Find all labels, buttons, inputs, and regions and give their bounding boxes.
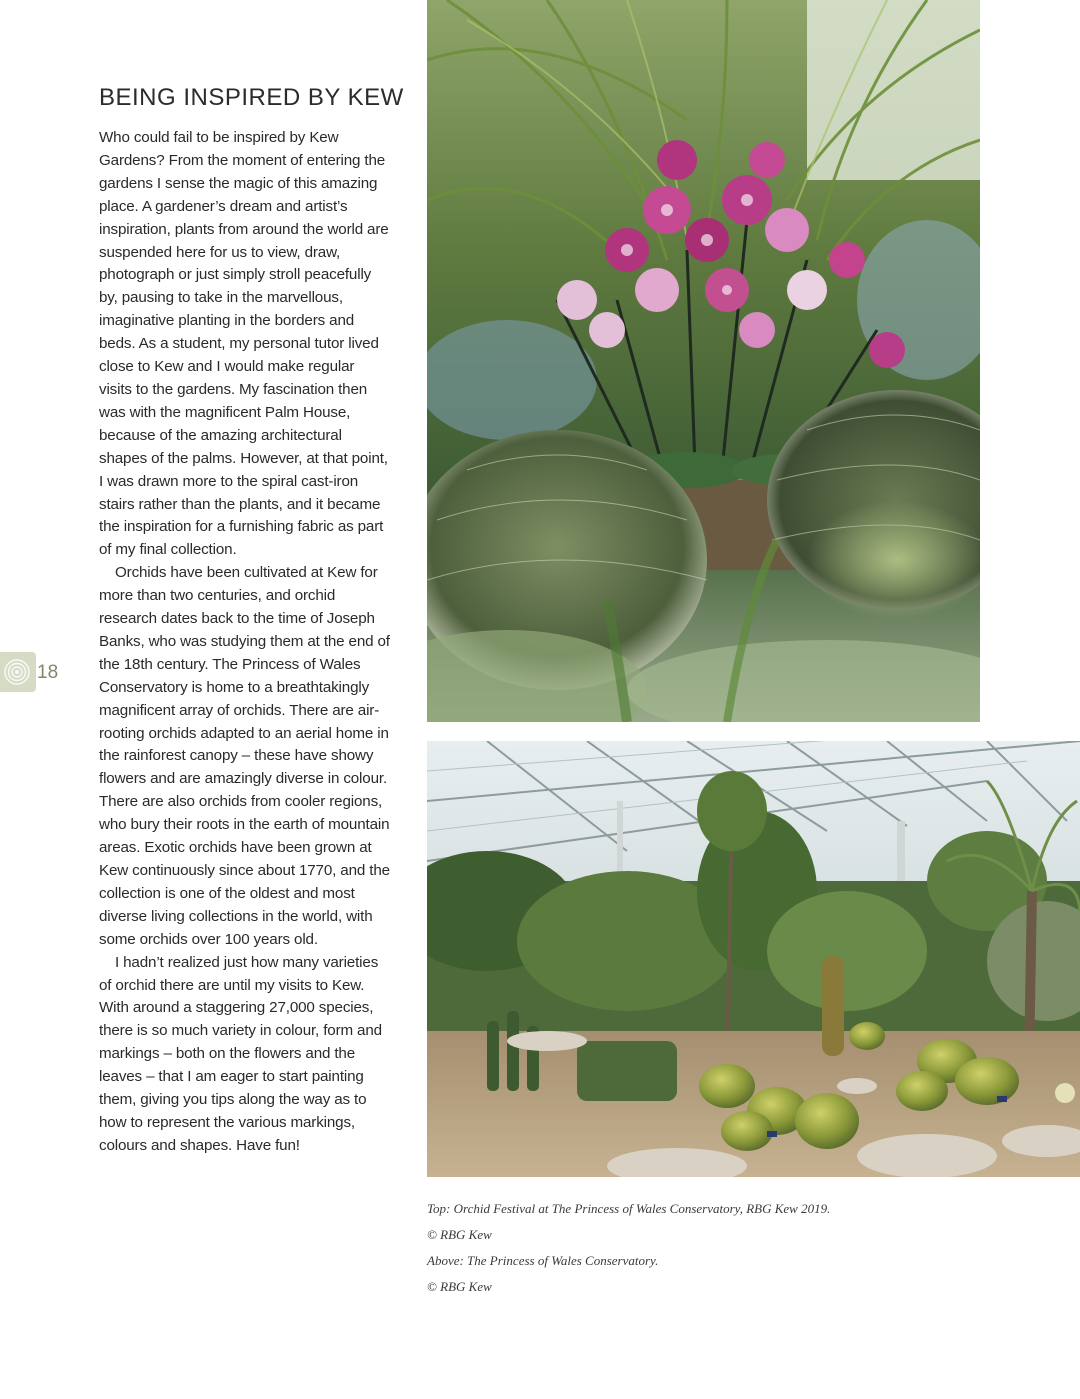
paragraph: I hadn’t realized just how many varieties of orchid there are until my visits to Kew. With around a staggering 27,000 species, there is so much variety in colour, form and markings – both on the flowers and the leaves – that I am eager to start painting them, giving you tips along the way as to how to represent the various markings, colours and shapes. Have fun! bbox=[99, 953, 382, 1154]
caption-above-credit: © RBG Kew bbox=[427, 1279, 492, 1294]
spiral-rose-icon bbox=[2, 657, 32, 687]
paragraph: Who could fail to be inspired by Kew Gardens? From the moment of entering the gardens I sense the magic of this amazing place. A gardener’s dream and artist’s inspiration, plants from around the world are suspended here for us to view, draw, photograph or just simply stroll peacefully by, pausing to take in the marvellous, imaginative planting in the borders and beds. As a student, my personal tutor lived close to Kew and I would make regular visits to the gardens. My fascination then was with the magnificent Palm House, because of the amazing architectural shapes of the palms. However, at that point, I was drawn more to the spiral cast-iron stairs rather than the plants, and it became the inspiration for a furnishing fabric as part of my final collection. bbox=[99, 129, 389, 559]
page-folio bbox=[0, 652, 72, 692]
caption-above: Above: The Princess of Wales Conservatory. bbox=[427, 1253, 659, 1268]
section-heading: BEING INSPIRED BY KEW bbox=[99, 84, 404, 111]
page-number: 18 bbox=[37, 662, 59, 683]
folio-swatch bbox=[0, 652, 36, 692]
orchid-festival-photo bbox=[427, 0, 980, 722]
article-body bbox=[99, 127, 391, 1158]
photo-captions bbox=[427, 1196, 1027, 1300]
caption-top-credit: © RBG Kew bbox=[427, 1227, 492, 1242]
conservatory-photo bbox=[427, 741, 1080, 1177]
paragraph: Orchids have been cultivated at Kew for more than two centuries, and orchid research dates back to the time of Joseph Banks, who was studying them at the end of the 18th century. The Princess of Wales Conservatory is home to a breathtakingly magnificent array of orchids. There are air-rooting orchids adapted to an aerial home in the rainforest canopy – these have showy flowers and are amazingly diverse in colour. There are also orchids from cooler regions, who bury their roots in the earth of mountain areas. Exotic orchids have been grown at Kew continuously since about 1770, and the collection is one of the oldest and most diverse living collections in the world, with some orchids over 100 years old. bbox=[99, 564, 390, 948]
caption-top: Top: Orchid Festival at The Princess of Wales Conservatory, RBG Kew 2019. bbox=[427, 1201, 831, 1216]
